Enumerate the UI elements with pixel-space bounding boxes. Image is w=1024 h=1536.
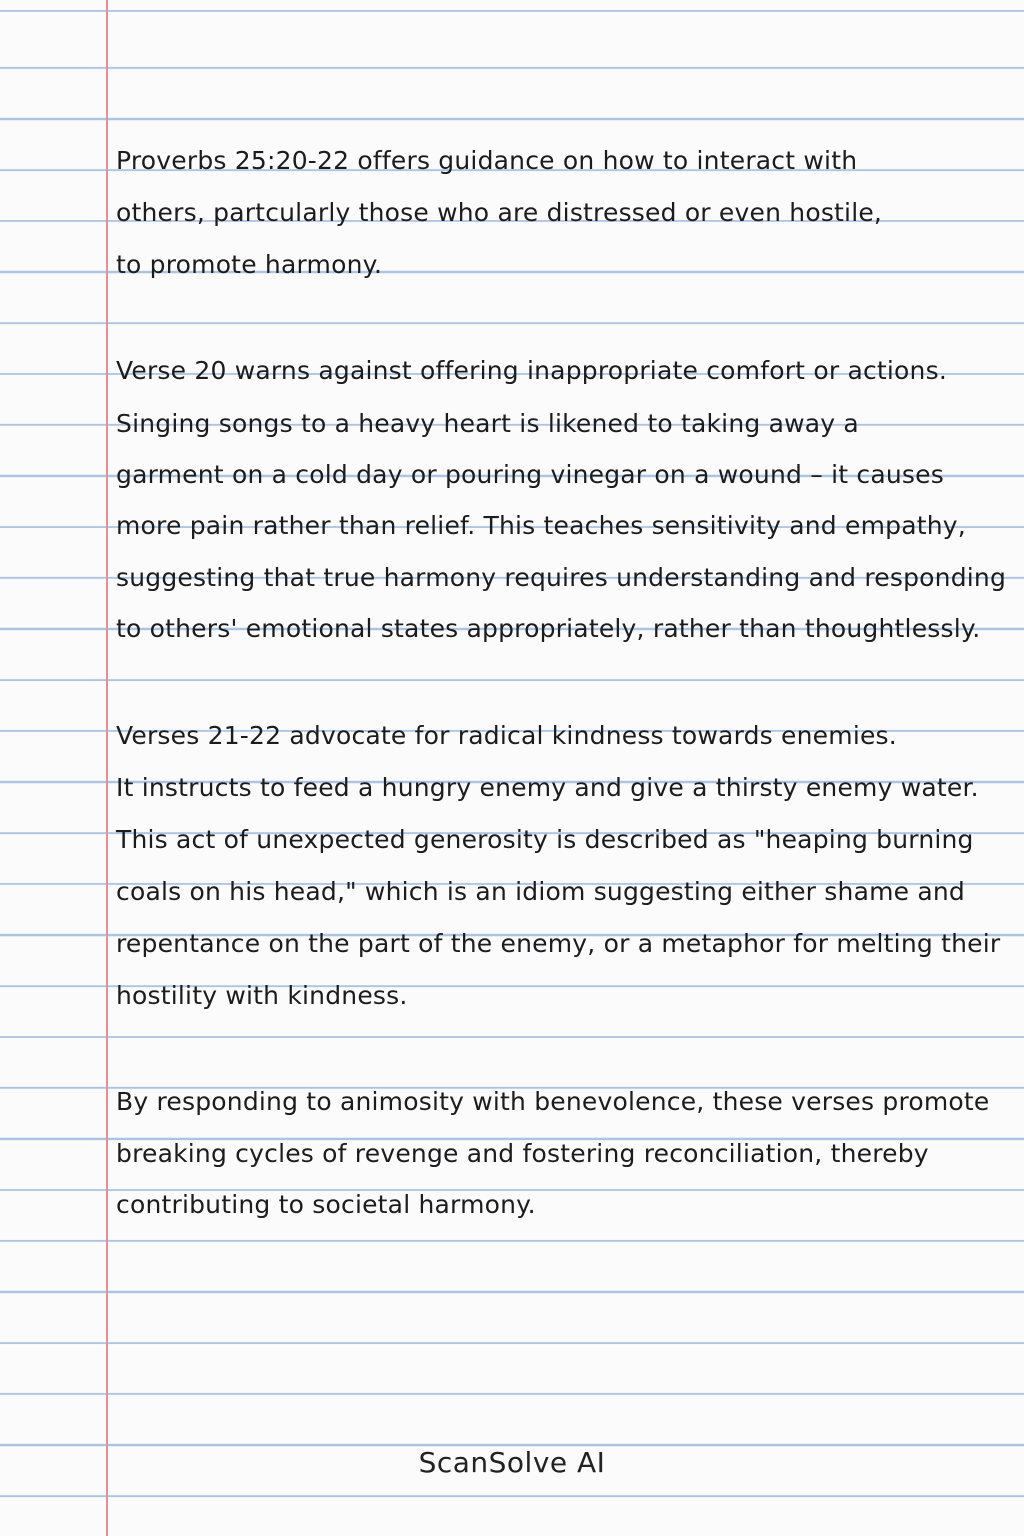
text-line: repentance on the part of the enemy, or a metaphor for melting their — [116, 929, 1001, 958]
text-line: Verses 21-22 advocate for radical kindness towards enemies. — [116, 721, 897, 750]
footer-watermark: ScanSolve AI — [418, 1446, 606, 1479]
text-line: By responding to animosity with benevolence, these verses promote — [116, 1087, 990, 1116]
margin-line — [106, 0, 108, 1536]
text-line: others, partcularly those who are distressed or even hostile, — [116, 198, 883, 227]
text-line: hostility with kindness. — [116, 981, 408, 1010]
text-line: suggesting that true harmony requires understanding and responding — [116, 563, 1007, 592]
text-line: more pain rather than relief. This teaches sensitivity and empathy, — [116, 511, 966, 540]
text-line: Verse 20 warns against offering inappropriate comfort or actions. — [116, 356, 947, 385]
text-line: breaking cycles of revenge and fostering reconciliation, thereby — [116, 1139, 929, 1168]
text-line: coals on his head," which is an idiom suggesting either shame and — [116, 877, 965, 906]
text-line: contributing to societal harmony. — [116, 1190, 536, 1219]
text-line: Proverbs 25:20-22 offers guidance on how to interact with — [116, 146, 858, 175]
text-line: It instructs to feed a hungry enemy and give a thirsty enemy water. — [116, 773, 979, 802]
text-line: Singing songs to a heavy heart is likened to taking away a — [116, 409, 859, 438]
text-line: This act of unexpected generosity is described as "heaping burning — [116, 825, 974, 854]
text-line: to promote harmony. — [116, 250, 383, 279]
text-line: to others' emotional states appropriately, rather than thoughtlessly. — [116, 614, 981, 643]
text-line: garment on a cold day or pouring vinegar on a wound – it causes — [116, 460, 944, 489]
